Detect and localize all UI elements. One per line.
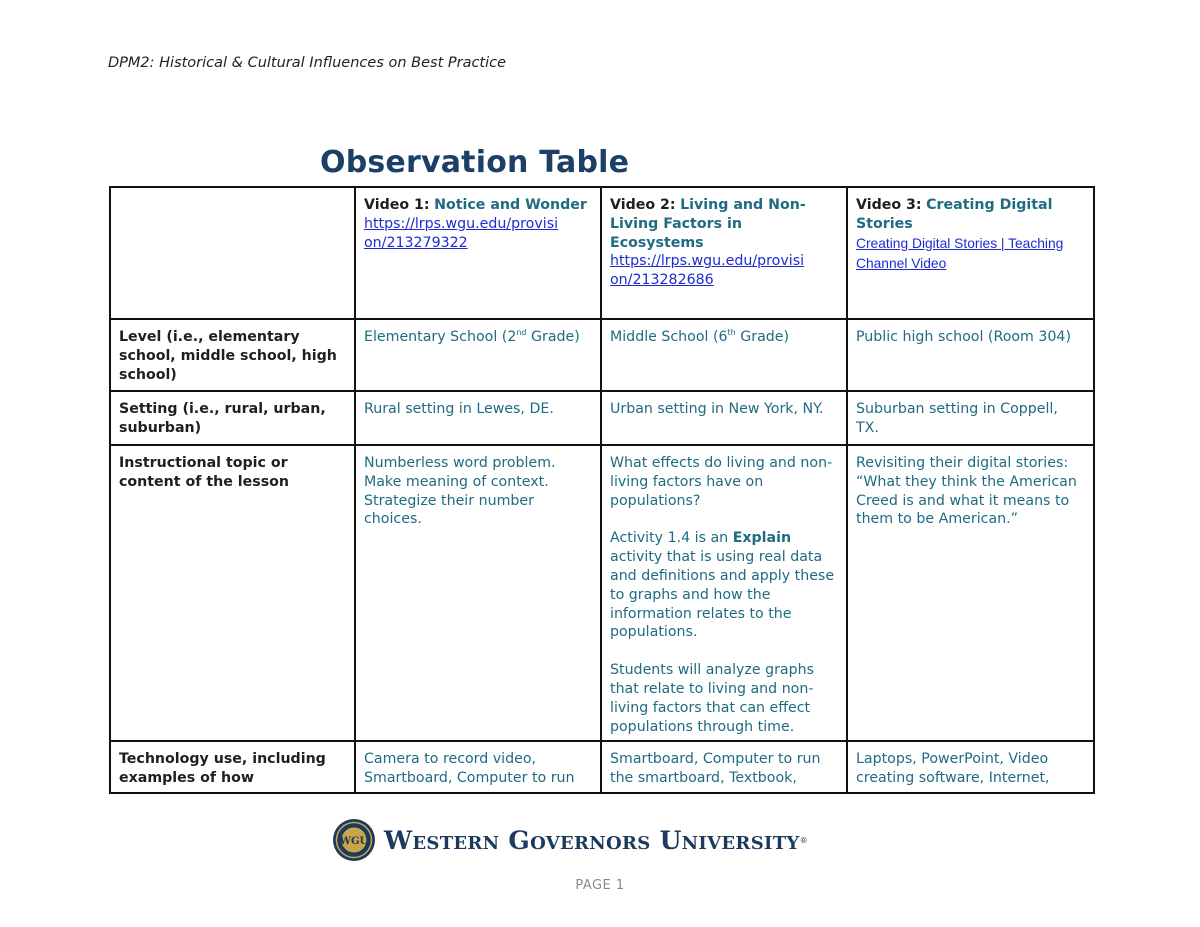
setting-video-2: Urban setting in New York, NY. bbox=[601, 391, 847, 445]
row-label-technology: Technology use, including examples of how bbox=[110, 741, 355, 793]
document-header: DPM2: Historical & Cultural Influences on Best Practice bbox=[108, 55, 507, 71]
svg-text:WGU: WGU bbox=[339, 836, 369, 847]
level-video-2: Middle School (6th Grade) bbox=[601, 319, 847, 391]
setting-video-3: Suburban setting in Coppell, TX. bbox=[847, 391, 1094, 445]
empty-header-cell bbox=[110, 187, 355, 319]
video-3-title: Creating Digital Stories bbox=[856, 197, 1053, 232]
table-row bbox=[110, 391, 1094, 445]
technology-video-2: Smartboard, Computer to run the smartboard, Textbook, bbox=[601, 741, 847, 793]
table-row bbox=[110, 445, 1094, 741]
wgu-logo: WGU Western Governors University ® bbox=[332, 818, 808, 862]
video-1-link[interactable]: https://lrps.wgu.edu/provisi on/213279322 bbox=[364, 215, 559, 251]
technology-video-1: Camera to record video, Smartboard, Computer to run bbox=[355, 741, 601, 793]
video-1-title: Notice and Wonder bbox=[434, 197, 587, 213]
wgu-wordmark: Western Governors University bbox=[384, 825, 800, 855]
table-header-row bbox=[110, 187, 1094, 319]
topic-video-3: Revisiting their digital stories: “What they think the American Creed is and what it means to them to be American.” bbox=[847, 445, 1094, 741]
row-label-topic: Instructional topic or content of the lesson bbox=[110, 445, 355, 741]
video-3-link[interactable]: Creating Digital Stories | Teaching Channel Video bbox=[856, 235, 1064, 272]
topic-video-2: What effects do living and non-living factors have on populations? Activity 1.4 is an Explain activity that is using real data and definitions and apply these to graphs and how the information relates to the populations. Students will analyze graphs that relate to living and non-living factors that can effect populations through time. bbox=[601, 445, 847, 741]
page-title: Observation Table bbox=[320, 145, 630, 180]
level-video-3: Public high school (Room 304) bbox=[847, 319, 1094, 391]
observation-table bbox=[109, 186, 1095, 794]
video-3-header-cell: Video 3: Creating Digital Stories Creating Digital Stories | Teaching Channel Video bbox=[847, 187, 1094, 319]
setting-video-1: Rural setting in Lewes, DE. bbox=[355, 391, 601, 445]
video-2-link[interactable]: https://lrps.wgu.edu/provisi on/213282686 bbox=[610, 253, 805, 289]
topic-video-1: Numberless word problem. Make meaning of context. Strategize their number choices. bbox=[355, 445, 601, 741]
video-1-header-cell: Video 1: Notice and Wonder https://lrps.wgu.edu/provisi on/213279322 bbox=[355, 187, 601, 319]
technology-video-3: Laptops, PowerPoint, Video creating software, Internet, bbox=[847, 741, 1094, 793]
level-video-1: Elementary School (2nd Grade) bbox=[355, 319, 601, 391]
video-2-title: Living and Non- Living Factors in Ecosystems bbox=[610, 197, 806, 251]
row-label-setting: Setting (i.e., rural, urban, suburban) bbox=[110, 391, 355, 445]
table-row bbox=[110, 319, 1094, 391]
video-2-header-cell: Video 2: Living and Non- Living Factors in Ecosystems https://lrps.wgu.edu/provisi on/213282686 bbox=[601, 187, 847, 319]
page-number: PAGE 1 bbox=[575, 878, 625, 893]
row-label-level: Level (i.e., elementary school, middle school, high school) bbox=[110, 319, 355, 391]
wgu-seal-icon bbox=[332, 818, 376, 862]
table-row bbox=[110, 741, 1094, 793]
